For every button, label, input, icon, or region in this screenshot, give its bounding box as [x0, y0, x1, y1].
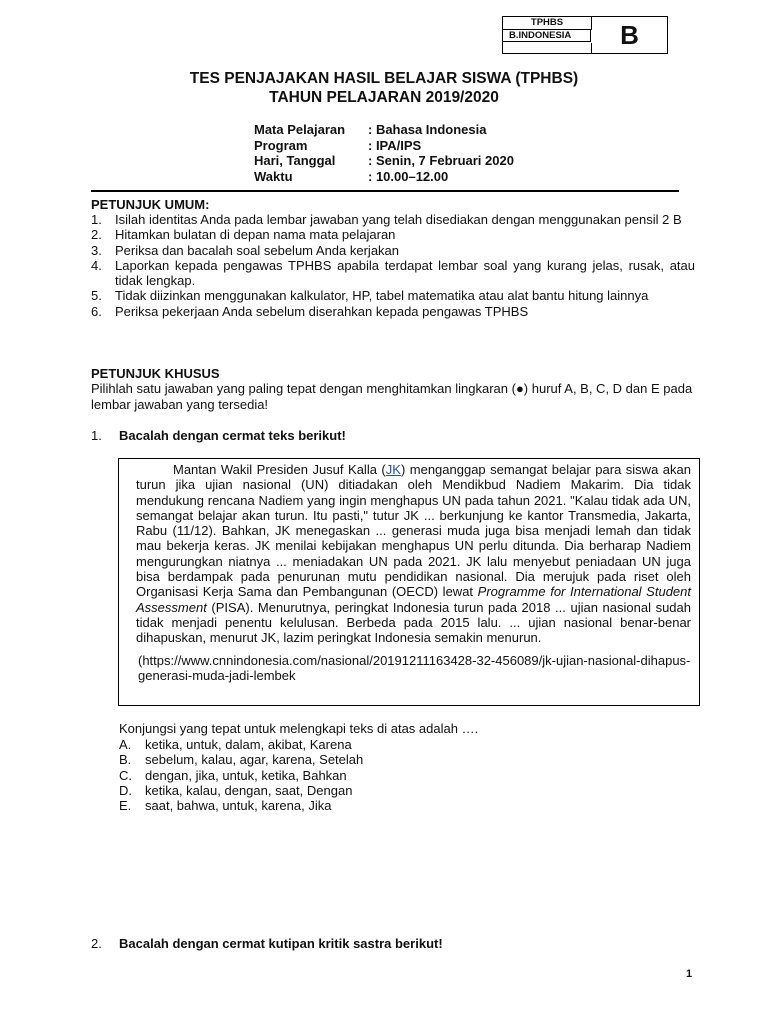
option-letter: E.	[119, 798, 132, 814]
reading-passage-box	[118, 458, 700, 706]
exam-info	[254, 122, 514, 184]
option-text: dengan, jika, untuk, ketika, Bahkan	[145, 767, 347, 783]
instruction-number: 6.	[91, 303, 102, 319]
answer-option	[119, 752, 363, 767]
option-letter: D.	[119, 782, 132, 798]
instruction-text: Tidak diizinkan menggunakan kalkulator, HP, tabel matematika atau alat bantu hitung lainnya	[115, 288, 649, 304]
instruction-number: 3.	[91, 242, 102, 258]
instruction-number: 5.	[91, 288, 102, 304]
instruction-text: Isilah identitas Anda pada lembar jawaban yang telah disediakan dengan menggunakan pensil 2 B	[115, 212, 682, 227]
code-box-subject: B.INDONESIA	[503, 30, 591, 42]
code-box-empty	[503, 43, 592, 53]
instruction-number: 1.	[91, 212, 102, 227]
header-divider	[91, 190, 679, 192]
question-number: 1.	[91, 428, 102, 443]
exam-info-row	[254, 153, 514, 169]
subject-code-box	[502, 16, 668, 54]
exam-info-value: : 10.00–12.00	[368, 168, 449, 184]
option-text: ketika, untuk, dalam, akibat, Karena	[145, 737, 352, 752]
passage-text: Mantan Wakil Presiden Jusuf Kalla (	[173, 462, 386, 477]
option-letter: B.	[119, 752, 132, 768]
code-box-tphbs: TPHBS	[503, 17, 592, 30]
instruction-item	[91, 212, 695, 227]
document-title: TES PENJAJAKAN HASIL BELAJAR SISWA (TPHBS)	[189, 70, 579, 87]
document-subtitle: TAHUN PELAJARAN 2019/2020	[269, 89, 499, 106]
exam-info-key: Waktu	[254, 168, 293, 184]
option-text: ketika, kalau, dengan, saat, Dengan	[145, 782, 353, 798]
answer-option	[119, 737, 363, 752]
instruction-text: Laporkan kepada pengawas TPHBS apabila terdapat lembar soal yang kurang jelas, rusak, atau tidak lengkap.	[115, 257, 695, 289]
special-instructions-text: Pilihlah satu jawaban yang paling tepat dengan menghitamkan lingkaran (●) huruf A, B, C, D dan E pada lembar jawaban yang tersedia!	[91, 381, 693, 412]
instruction-item	[91, 227, 695, 242]
option-text: saat, bahwa, untuk, karena, Jika	[145, 798, 332, 814]
instruction-item	[91, 288, 695, 303]
instruction-text: Hitamkan bulatan di depan nama mata pelajaran	[115, 227, 396, 243]
passage-italic-text: Programme for International Student Assessment	[136, 584, 691, 615]
passage-text: (PISA). Menurutnya, peringkat Indonesia turun pada 2018 ... ujian nasional sudah tidak menjadi penentu kelulusan. Berbeda pada 2015 lalu. ... ujian nasional benar-benar dihapuskan, menurut JK, lazim peringkat Indonesia semakin menurun.	[136, 599, 691, 646]
exam-info-row	[254, 122, 514, 138]
exam-info-key: Hari, Tanggal	[254, 153, 336, 168]
exam-info-value: : Bahasa Indonesia	[368, 122, 487, 137]
instruction-text: Periksa pekerjaan Anda sebelum diserahkan kepada pengawas TPHBS	[115, 303, 529, 319]
exam-info-row	[254, 169, 514, 185]
special-instructions-heading: PETUNJUK KHUSUS	[91, 366, 220, 381]
exam-info-value: : IPA/IPS	[368, 137, 422, 153]
instruction-item	[91, 304, 695, 319]
instruction-text: Periksa dan bacalah soal sebelum Anda kerjakan	[115, 242, 400, 258]
question-prompt: Konjungsi yang tepat untuk melengkapi teks di atas adalah ….	[119, 721, 479, 736]
question-number: 2.	[91, 936, 102, 951]
instruction-number: 2.	[91, 227, 102, 243]
exam-info-key: Program	[254, 137, 308, 153]
answer-options	[119, 737, 363, 813]
passage-link-jk[interactable]: JK	[385, 462, 401, 477]
instruction-item	[91, 258, 695, 289]
question-title: Bacalah dengan cermat teks berikut!	[119, 428, 346, 443]
passage-text: ) menganggap semangat belajar para siswa akan turun jika ujian nasional (UN) ditiadakan oleh Mendikbud Nadiem Makarim. Dia tidak mendukung rencana Nadiem yang ingin menghapus UN pada tahun 2021. "Kalau tidak ada UN, semangat belajar akan turun. Itu pasti," tutur JK ... berkunjung ke kantor Transmedia, Jakarta, Rabu (11/12). Bahkan, JK menegaskan ... generasi muda juga bisa menjadi lemah dan tidak mau bekerja keras. JK menilai kebijakan menghapus UN perlu ditunda. Dia berharap Nadiem mengurungkan niatnya ... meniadakan UN pada 2021. JK lalu menyebut peniadaan UN juga bisa berdampak pada penurunan mutu pendidikan nasional. Dia merujuk pada riset oleh Organisasi Kerja Sama dan Pembangunan (OECD) lewat	[136, 462, 691, 600]
answer-option	[119, 783, 363, 798]
answer-option	[119, 768, 363, 783]
reading-passage	[136, 462, 691, 646]
answer-option	[119, 798, 363, 813]
version-letter: B	[620, 20, 639, 50]
option-letter: C.	[119, 767, 132, 783]
exam-info-row	[254, 138, 514, 154]
option-letter: A.	[119, 737, 132, 752]
option-text: sebelum, kalau, agar, karena, Setelah	[145, 752, 364, 768]
question-title: Bacalah dengan cermat kutipan kritik sastra berikut!	[119, 936, 443, 951]
page-number: 1	[686, 968, 693, 980]
instruction-number: 4.	[91, 257, 102, 273]
general-instructions-heading: PETUNJUK UMUM:	[91, 197, 210, 212]
exam-info-key: Mata Pelajaran	[254, 122, 346, 137]
instruction-item	[91, 243, 695, 258]
exam-info-value: : Senin, 7 Februari 2020	[368, 153, 514, 168]
general-instructions-list	[91, 212, 695, 319]
passage-source: (https://www.cnnindonesia.com/nasional/20191211163428-32-456089/jk-ujian-nasional-dihapus-generasi-muda-jadi-lembek	[138, 652, 691, 683]
